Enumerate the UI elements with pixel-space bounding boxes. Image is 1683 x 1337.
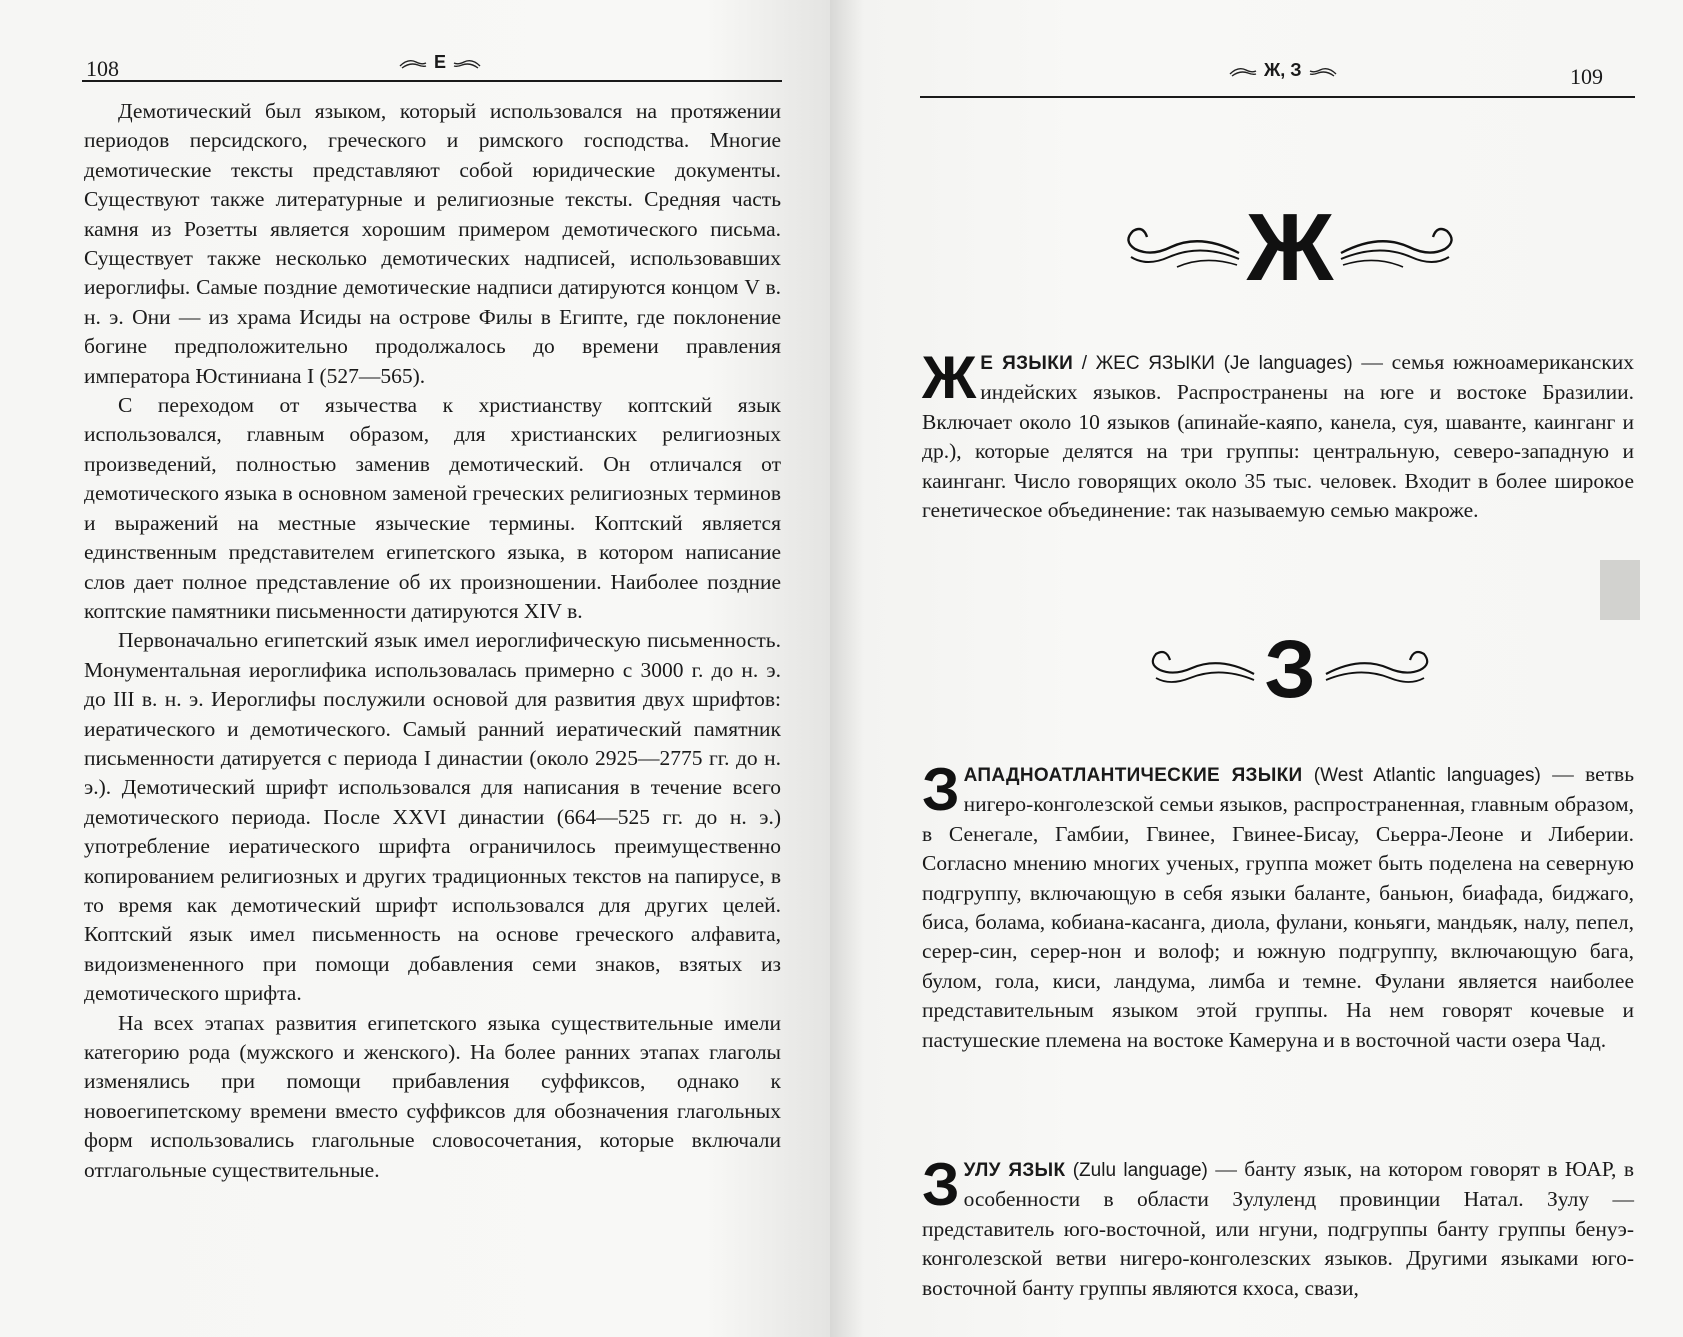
showthrough-mark	[1600, 560, 1640, 620]
drop-letter: З	[922, 1151, 960, 1218]
entry-english: (Je languages)	[1214, 353, 1353, 374]
page-number: 109	[1570, 64, 1603, 89]
flourish-right-icon	[1308, 64, 1338, 78]
page-number: 108	[86, 56, 119, 81]
entry-english: (Zulu language)	[1065, 1160, 1208, 1181]
entry-zulu	[922, 1151, 1634, 1303]
running-head-text: Ж, З	[1264, 60, 1302, 80]
header-rule	[920, 96, 1635, 98]
section-letter: Ж	[1246, 194, 1334, 301]
left-body-text	[84, 97, 781, 1185]
section-heading-zh	[1110, 194, 1470, 301]
entry-headword: УЛУ ЯЗЫК	[963, 1160, 1066, 1181]
section-heading-z	[1120, 624, 1460, 715]
drop-letter: З	[922, 756, 960, 823]
right-page	[830, 0, 1683, 1337]
ornament-left-icon	[1146, 640, 1256, 700]
entry-body: — семья южноамериканских индейских языков. Распространены на юге и востоке Бразилии. Включает около 10 языков (апинайе-каяпо, канела, суя, шаванте, каинганг и др.), которые делятся на три группы: центральную, северо-западную и каинганг. Число говорящих около 35 тыс. человек. Входит в более широкое генетическое объединение: так называемую семью макроже.	[922, 350, 1635, 523]
entry-headword: Е ЯЗЫКИ	[980, 353, 1074, 374]
section-letter: З	[1264, 624, 1316, 715]
running-head	[1228, 60, 1338, 81]
entry-body: — ветвь нигеро-конголезской семьи языков, распространенная, главным образом, в Сенегале, Гамбии, Гвинее, Гвинее-Бисау, Сьерра-Леоне и Либерии. Согласно мнению многих ученых, группа может быть поделена на северную подгруппу, включающую в себя языки баланте, баньюн, биафада, биджаго, биса, болама, кобиана-касанга, диола, фулани, коньяги, мандьяк, налу, пепел, серер-син, серер-нон и волоф; и южную подгруппу, включающую бага, булом, гола, киси, ландума, лимба и темне. Фулани является наиболее представительным языком этой группы. На нем говорят кочевые и пастушеские племена на востоке Камеруна и в восточной части озера Чад.	[922, 762, 1635, 1052]
paragraph: Демотический был языком, который использовался на протяжении периодов персидского, греческого и римского господства. Многие демотические тексты представляют собой юридические документы. Существуют также литературные и религиозные тексты. Средняя часть камня из Розетты является хорошим примером демотического письма. Существует также несколько демотических надписей, использовавших иероглифы. Самые поздние демотические надписи датируются концом V в. н. э. Они — из храма Исиды на острове Филы в Египте, где поклонение богине предположительно продолжалось до времени правления императора Юстиниана I (527—565).	[84, 99, 781, 388]
left-page	[0, 0, 830, 1337]
entry-west-atlantic	[922, 756, 1635, 1055]
flourish-left-icon	[1228, 64, 1258, 78]
ornament-right-icon	[1324, 640, 1434, 700]
running-head-text: Е	[434, 52, 447, 72]
flourish-right-icon	[452, 56, 482, 70]
header-rule	[82, 80, 782, 82]
entry-zhe-languages	[922, 344, 1635, 525]
entry-body: — банту язык, на котором говорят в ЮАР, в особенности в области Зулуленд провинции Натал. Зулу — представитель юго-восточной, или нгуни, подгруппы банту группы бенуэ-конголезской ветви нигеро-конголезских языков. Другими языками юго-восточной банту группы являются кхоса, свази,	[922, 1157, 1634, 1300]
entry-english: (West Atlantic languages)	[1302, 765, 1541, 786]
paragraph: На всех этапах развития египетского языка существительные имели категорию рода (мужского и женского). На более ранних этапах глаголы изменялись при помощи прибавления суффиксов, однако к новоегипетскому времени вместо суффиксов для обозначения глагольных форм использовались глагольные словосочетания, которые включали отглагольные существительные.	[84, 1010, 781, 1182]
paragraph: С переходом от язычества к христианству коптский язык использовался, главным образом, для христианских религиозных произведений, полностью заменив демотический. Он отличался от демотического языка в основном заменой греческих религиозных терминов и выражений на местные языческие термины. Коптский является единственным представителем египетского языка, в котором написание слов дает полное представление об их произношении. Наиболее поздние коптские памятники письменности датируются XIV в.	[84, 393, 781, 623]
flourish-left-icon	[398, 56, 428, 70]
ornament-left-icon	[1121, 213, 1241, 283]
paragraph: Первоначально египетский язык имел иероглифическую письменность. Монументальная иероглифика использовалась примерно с 3000 г. до н. э. до III в. н. э. Иероглифы послужили основой для развития двух шрифтов: иератического и демотического. Самый ранний иератический памятник письменности датируется с периода I династии (около 2925—2775 гг. до н. э.). Демотический шрифт использовался для написания в течение всего демотического периода. После XXVI династии (664—525 гг. до н. э.) употребление иератического шрифта ограничилось преимущественно копированием религиозных и других традиционных текстов на папирусе, в то время как демотический шрифт использовался для других целей. Коптский язык имел письменность на основе греческого алфавита, видоизмененного при помощи добавления семи знаков, взятых из демотического шрифта.	[84, 628, 781, 1006]
ornament-right-icon	[1339, 213, 1459, 283]
entry-alt-headword: / ЖЕС ЯЗЫКИ	[1073, 353, 1215, 374]
entry-headword: АПАДНОАТЛАНТИЧЕСКИЕ ЯЗЫКИ	[963, 765, 1303, 786]
running-head	[398, 52, 482, 73]
drop-letter: Ж	[922, 344, 977, 411]
